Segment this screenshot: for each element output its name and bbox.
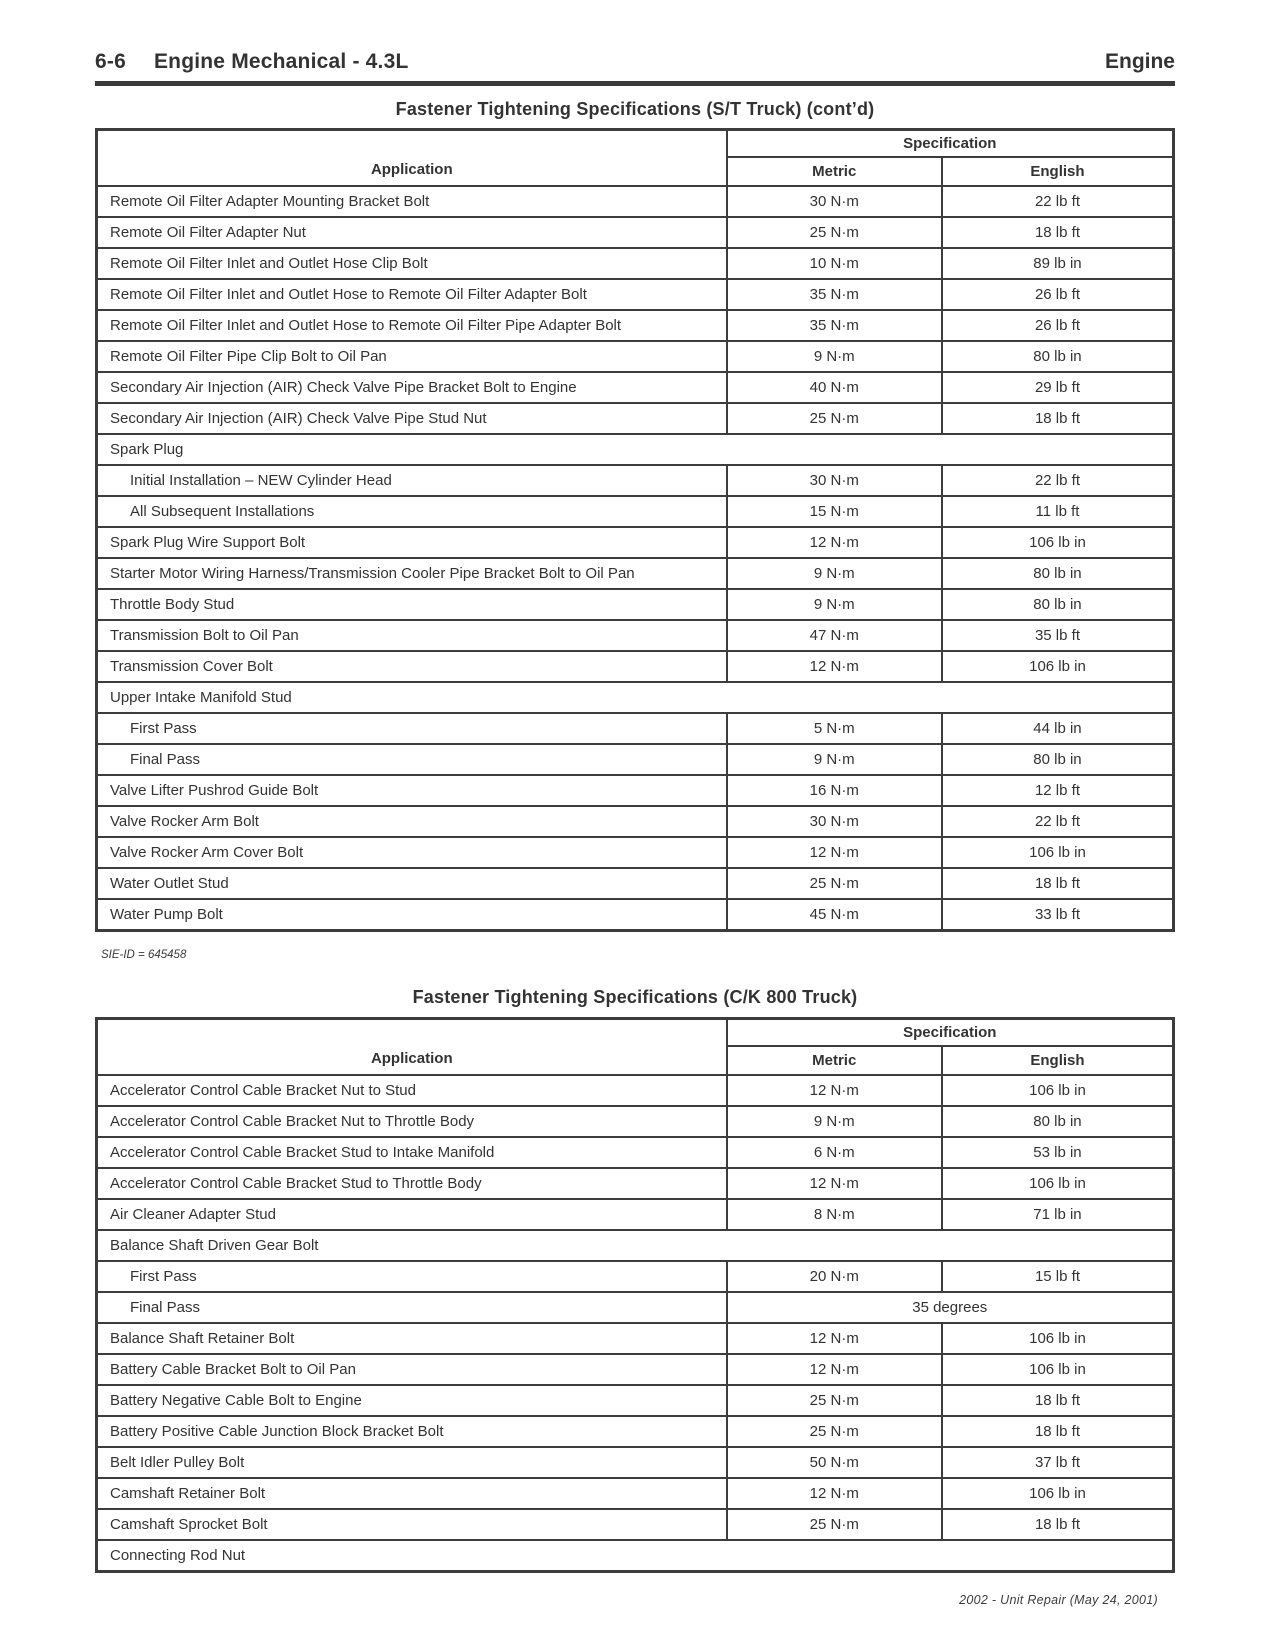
application-cell: Camshaft Retainer Bolt <box>97 1478 727 1509</box>
spec-span-cell: 35 degrees <box>727 1292 1174 1323</box>
page-number: 6-6 <box>95 50 126 73</box>
table-row <box>97 1106 1174 1137</box>
english-cell: 89 lb in <box>942 248 1174 279</box>
english-cell: 12 lb ft <box>942 775 1174 806</box>
table-row <box>97 775 1174 806</box>
metric-cell: 25 N·m <box>727 1509 942 1540</box>
fastener-spec-table-st-truck <box>95 128 1175 932</box>
english-cell: 106 lb in <box>942 651 1174 682</box>
english-cell: 18 lb ft <box>942 403 1174 434</box>
fastener-spec-table-ck800-truck <box>95 1017 1175 1573</box>
table-row <box>97 496 1174 527</box>
application-cell: Remote Oil Filter Inlet and Outlet Hose to Remote Oil Filter Pipe Adapter Bolt <box>97 310 727 341</box>
metric-cell: 35 N·m <box>727 310 942 341</box>
application-cell: Camshaft Sprocket Bolt <box>97 1509 727 1540</box>
metric-cell: 5 N·m <box>727 713 942 744</box>
table-row <box>97 1199 1174 1230</box>
table-row <box>97 744 1174 775</box>
english-cell: 106 lb in <box>942 527 1174 558</box>
english-cell: 106 lb in <box>942 1075 1174 1106</box>
english-cell: 80 lb in <box>942 744 1174 775</box>
application-header: Application <box>97 1019 727 1076</box>
table-row <box>97 713 1174 744</box>
application-cell: Battery Positive Cable Junction Block Bracket Bolt <box>97 1416 727 1447</box>
table-row <box>97 1416 1174 1447</box>
table-row <box>97 1137 1174 1168</box>
table-row <box>97 341 1174 372</box>
metric-cell: 12 N·m <box>727 1323 942 1354</box>
header-right-title: Engine <box>1104 50 1175 73</box>
english-cell: 18 lb ft <box>942 1509 1174 1540</box>
metric-cell: 9 N·m <box>727 341 942 372</box>
table-row <box>97 1478 1174 1509</box>
english-cell: 18 lb ft <box>942 1416 1174 1447</box>
table-row <box>97 1354 1174 1385</box>
table1-body <box>97 186 1174 931</box>
english-cell: 71 lb in <box>942 1199 1174 1230</box>
table-row <box>97 651 1174 682</box>
application-cell: Belt Idler Pulley Bolt <box>97 1447 727 1478</box>
metric-cell: 30 N·m <box>727 465 942 496</box>
metric-cell: 25 N·m <box>727 868 942 899</box>
application-cell: Spark Plug Wire Support Bolt <box>97 527 727 558</box>
metric-header: Metric <box>727 157 942 186</box>
metric-cell: 8 N·m <box>727 1199 942 1230</box>
metric-cell: 40 N·m <box>727 372 942 403</box>
application-cell: Accelerator Control Cable Bracket Stud to Intake Manifold <box>97 1137 727 1168</box>
application-cell: Throttle Body Stud <box>97 589 727 620</box>
english-cell: 53 lb in <box>942 1137 1174 1168</box>
table-row <box>97 186 1174 217</box>
section-cell: Spark Plug <box>97 434 1174 465</box>
english-cell: 80 lb in <box>942 341 1174 372</box>
english-cell: 26 lb ft <box>942 279 1174 310</box>
metric-cell: 50 N·m <box>727 1447 942 1478</box>
table-row <box>97 806 1174 837</box>
english-cell: 106 lb in <box>942 837 1174 868</box>
application-cell: Accelerator Control Cable Bracket Nut to Throttle Body <box>97 1106 727 1137</box>
table-row <box>97 620 1174 651</box>
application-cell: Secondary Air Injection (AIR) Check Valve Pipe Stud Nut <box>97 403 727 434</box>
table-row <box>97 1075 1174 1106</box>
english-cell: 37 lb ft <box>942 1447 1174 1478</box>
english-cell: 18 lb ft <box>942 217 1174 248</box>
metric-cell: 9 N·m <box>727 589 942 620</box>
metric-cell: 12 N·m <box>727 837 942 868</box>
application-cell: Battery Cable Bracket Bolt to Oil Pan <box>97 1354 727 1385</box>
metric-cell: 9 N·m <box>727 558 942 589</box>
table-row <box>97 217 1174 248</box>
metric-cell: 20 N·m <box>727 1261 942 1292</box>
english-cell: 106 lb in <box>942 1354 1174 1385</box>
application-cell: Remote Oil Filter Inlet and Outlet Hose Clip Bolt <box>97 248 727 279</box>
table-row <box>97 372 1174 403</box>
table-row <box>97 837 1174 868</box>
application-cell: Balance Shaft Retainer Bolt <box>97 1323 727 1354</box>
metric-cell: 25 N·m <box>727 1385 942 1416</box>
metric-cell: 12 N·m <box>727 1168 942 1199</box>
metric-cell: 12 N·m <box>727 527 942 558</box>
metric-cell: 12 N·m <box>727 1075 942 1106</box>
application-cell: Valve Rocker Arm Cover Bolt <box>97 837 727 868</box>
table-header-row-1 <box>97 1019 1174 1047</box>
table-header-row-1 <box>97 130 1174 158</box>
english-header: English <box>942 157 1174 186</box>
metric-cell: 12 N·m <box>727 1478 942 1509</box>
application-cell: Accelerator Control Cable Bracket Stud to Throttle Body <box>97 1168 727 1199</box>
english-cell: 22 lb ft <box>942 186 1174 217</box>
english-cell: 33 lb ft <box>942 899 1174 931</box>
application-cell: Remote Oil Filter Pipe Clip Bolt to Oil Pan <box>97 341 727 372</box>
table-row <box>97 465 1174 496</box>
specification-header: Specification <box>727 1019 1174 1047</box>
english-cell: 80 lb in <box>942 558 1174 589</box>
table2-body <box>97 1075 1174 1572</box>
application-cell: Transmission Bolt to Oil Pan <box>97 620 727 651</box>
table-row <box>97 1385 1174 1416</box>
application-cell: Remote Oil Filter Inlet and Outlet Hose to Remote Oil Filter Adapter Bolt <box>97 279 727 310</box>
section-cell: Balance Shaft Driven Gear Bolt <box>97 1230 1174 1261</box>
metric-cell: 25 N·m <box>727 217 942 248</box>
english-cell: 11 lb ft <box>942 496 1174 527</box>
application-cell: Accelerator Control Cable Bracket Nut to Stud <box>97 1075 727 1106</box>
section-title: Engine Mechanical - 4.3L <box>153 50 409 73</box>
table-row <box>97 1261 1174 1292</box>
metric-cell: 45 N·m <box>727 899 942 931</box>
english-cell: 29 lb ft <box>942 372 1174 403</box>
metric-cell: 16 N·m <box>727 775 942 806</box>
table-row <box>97 527 1174 558</box>
section-cell: Upper Intake Manifold Stud <box>97 682 1174 713</box>
english-header: English <box>942 1046 1174 1075</box>
table1-title: Fastener Tightening Specifications (S/T Truck) (cont’d) <box>395 99 875 119</box>
english-cell: 35 lb ft <box>942 620 1174 651</box>
application-cell: Starter Motor Wiring Harness/Transmission Cooler Pipe Bracket Bolt to Oil Pan <box>97 558 727 589</box>
application-cell: First Pass <box>97 1261 727 1292</box>
metric-cell: 9 N·m <box>727 744 942 775</box>
table-row <box>97 1168 1174 1199</box>
metric-cell: 47 N·m <box>727 620 942 651</box>
english-cell: 44 lb in <box>942 713 1174 744</box>
page-footer: 2002 - Unit Repair (May 24, 2001) <box>959 1593 1158 1607</box>
application-cell: Secondary Air Injection (AIR) Check Valve Pipe Bracket Bolt to Engine <box>97 372 727 403</box>
application-cell: Valve Lifter Pushrod Guide Bolt <box>97 775 727 806</box>
metric-cell: 35 N·m <box>727 279 942 310</box>
application-cell: Remote Oil Filter Adapter Nut <box>97 217 727 248</box>
metric-cell: 30 N·m <box>727 806 942 837</box>
page-running-header <box>95 0 1175 86</box>
english-cell: 18 lb ft <box>942 868 1174 899</box>
english-cell: 22 lb ft <box>942 806 1174 837</box>
metric-cell: 12 N·m <box>727 651 942 682</box>
application-header: Application <box>97 130 727 187</box>
english-cell: 80 lb in <box>942 1106 1174 1137</box>
application-cell: Water Pump Bolt <box>97 899 727 931</box>
application-cell: Remote Oil Filter Adapter Mounting Bracket Bolt <box>97 186 727 217</box>
metric-cell: 12 N·m <box>727 1354 942 1385</box>
application-cell: First Pass <box>97 713 727 744</box>
metric-header: Metric <box>727 1046 942 1075</box>
application-cell: Valve Rocker Arm Bolt <box>97 806 727 837</box>
table-row <box>97 1447 1174 1478</box>
english-cell: 18 lb ft <box>942 1385 1174 1416</box>
sie-id-note: SIE-ID = 645458 <box>101 949 187 961</box>
header-left <box>95 50 409 74</box>
metric-cell: 15 N·m <box>727 496 942 527</box>
table-row <box>97 1540 1174 1572</box>
table-row <box>97 899 1174 931</box>
table-row <box>97 589 1174 620</box>
english-cell: 22 lb ft <box>942 465 1174 496</box>
english-cell: 106 lb in <box>942 1323 1174 1354</box>
application-cell: Battery Negative Cable Bolt to Engine <box>97 1385 727 1416</box>
table2-title: Fastener Tightening Specifications (C/K 800 Truck) <box>412 987 858 1007</box>
table-row <box>97 1323 1174 1354</box>
specification-header: Specification <box>727 130 1174 158</box>
english-cell: 26 lb ft <box>942 310 1174 341</box>
table-row <box>97 310 1174 341</box>
metric-cell: 25 N·m <box>727 1416 942 1447</box>
english-cell: 80 lb in <box>942 589 1174 620</box>
table-row <box>97 403 1174 434</box>
application-cell: Final Pass <box>97 1292 727 1323</box>
table-row <box>97 248 1174 279</box>
application-cell: Transmission Cover Bolt <box>97 651 727 682</box>
table-row <box>97 682 1174 713</box>
metric-cell: 30 N·m <box>727 186 942 217</box>
application-cell: All Subsequent Installations <box>97 496 727 527</box>
english-cell: 106 lb in <box>942 1478 1174 1509</box>
table-row <box>97 868 1174 899</box>
application-cell: Initial Installation – NEW Cylinder Head <box>97 465 727 496</box>
table-row <box>97 558 1174 589</box>
english-cell: 106 lb in <box>942 1168 1174 1199</box>
table-row <box>97 1292 1174 1323</box>
table-row <box>97 1509 1174 1540</box>
metric-cell: 25 N·m <box>727 403 942 434</box>
metric-cell: 6 N·m <box>727 1137 942 1168</box>
application-cell: Final Pass <box>97 744 727 775</box>
application-cell: Air Cleaner Adapter Stud <box>97 1199 727 1230</box>
metric-cell: 10 N·m <box>727 248 942 279</box>
application-cell: Water Outlet Stud <box>97 868 727 899</box>
table-row <box>97 1230 1174 1261</box>
section-cell: Connecting Rod Nut <box>97 1540 1174 1572</box>
metric-cell: 9 N·m <box>727 1106 942 1137</box>
table-row <box>97 279 1174 310</box>
table-row <box>97 434 1174 465</box>
english-cell: 15 lb ft <box>942 1261 1174 1292</box>
